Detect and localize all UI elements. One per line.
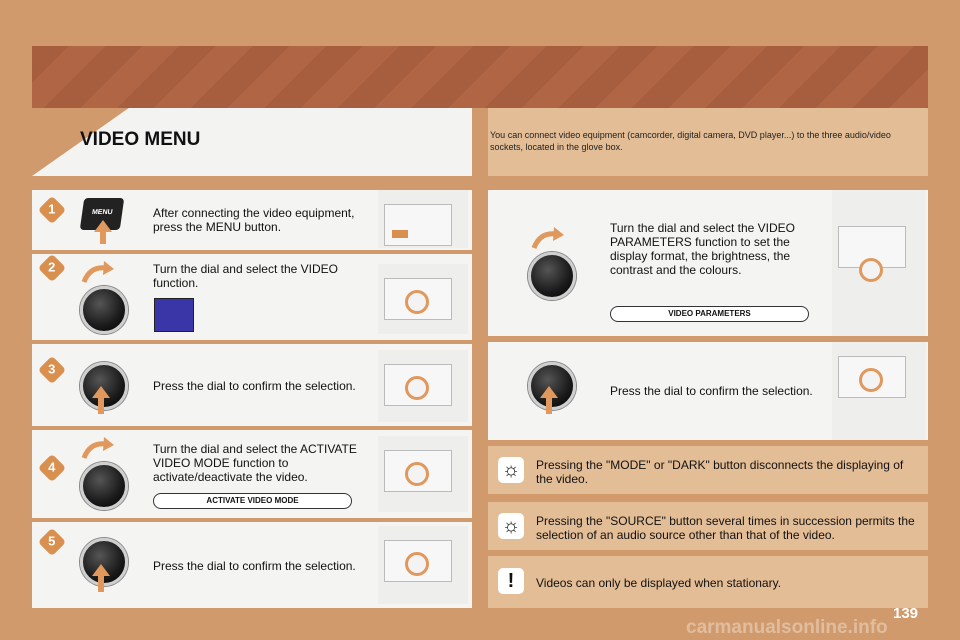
note-mode-dark: ☼ Pressing the "MODE" or "DARK" button disconnects the displaying of the video. <box>488 446 928 494</box>
confirm-text: Press the dial to confirm the selection. <box>610 384 813 398</box>
step-4-text: Turn the dial and select the ACTIVATE VIDEO MODE function to activate/deactivate the video. <box>153 442 357 484</box>
step-3-text: Press the dial to confirm the selection. <box>153 379 356 393</box>
control-panel-image <box>378 190 468 248</box>
video-parameters-label: VIDEO PARAMETERS <box>610 306 809 322</box>
control-panel-image <box>832 190 926 336</box>
press-arrow-icon <box>92 564 110 576</box>
intro-text: You can connect video equipment (camcorder, digital camera, DVD player...) to the three audio/video sockets, located in the glove box. <box>488 108 928 176</box>
menu-button-icon: MENU <box>80 198 124 230</box>
dial-icon <box>80 462 128 510</box>
video-parameters-text: Turn the dial and select the VIDEO PARAMETERS function to set the display format, the brightness, the contrast and the colours. <box>610 221 795 277</box>
press-arrow-icon <box>94 220 112 232</box>
dial-icon <box>528 252 576 300</box>
step-number-5: 5 <box>38 528 66 556</box>
step-5-text: Press the dial to confirm the selection. <box>153 559 356 573</box>
control-panel-image <box>832 342 926 440</box>
step-2-text: Turn the dial and select the VIDEO function. <box>153 262 338 290</box>
activate-video-mode-label: ACTIVATE VIDEO MODE <box>153 493 352 509</box>
warning-icon: ! <box>498 568 524 594</box>
step-number-4: 4 <box>38 454 66 482</box>
turn-arrow-icon <box>80 260 116 286</box>
step-number-2: 2 <box>38 254 66 282</box>
note-source: ☼ Pressing the "SOURCE" button several times in succession permits the selection of an audio source other than that of the video. <box>488 502 928 550</box>
video-function-icon <box>154 298 194 332</box>
press-arrow-stem <box>546 398 552 414</box>
press-arrow-stem <box>100 232 106 244</box>
turn-arrow-icon <box>80 436 116 462</box>
dial-icon <box>80 538 128 586</box>
page-title: VIDEO MENU <box>80 129 201 150</box>
control-panel-image <box>378 526 468 604</box>
control-panel-image <box>378 436 468 512</box>
step-number-3: 3 <box>38 356 66 384</box>
press-arrow-icon <box>92 386 110 398</box>
dial-icon <box>80 286 128 334</box>
step-1-text: After connecting the video equipment, press the MENU button. <box>153 206 355 234</box>
press-arrow-icon <box>540 386 558 398</box>
watermark: carmanualsonline.info <box>686 617 888 638</box>
page-number: 139 <box>893 605 919 622</box>
press-arrow-stem <box>98 576 104 592</box>
control-panel-image <box>378 350 468 422</box>
step-number-1: 1 <box>38 196 66 224</box>
sun-icon: ☼ <box>498 513 524 539</box>
note-stationary: ! Videos can only be displayed when stationary. <box>488 556 928 608</box>
header-stripes <box>32 46 928 108</box>
sun-icon: ☼ <box>498 457 524 483</box>
turn-arrow-icon <box>530 226 566 252</box>
control-panel-image <box>378 264 468 334</box>
press-arrow-stem <box>98 398 104 414</box>
